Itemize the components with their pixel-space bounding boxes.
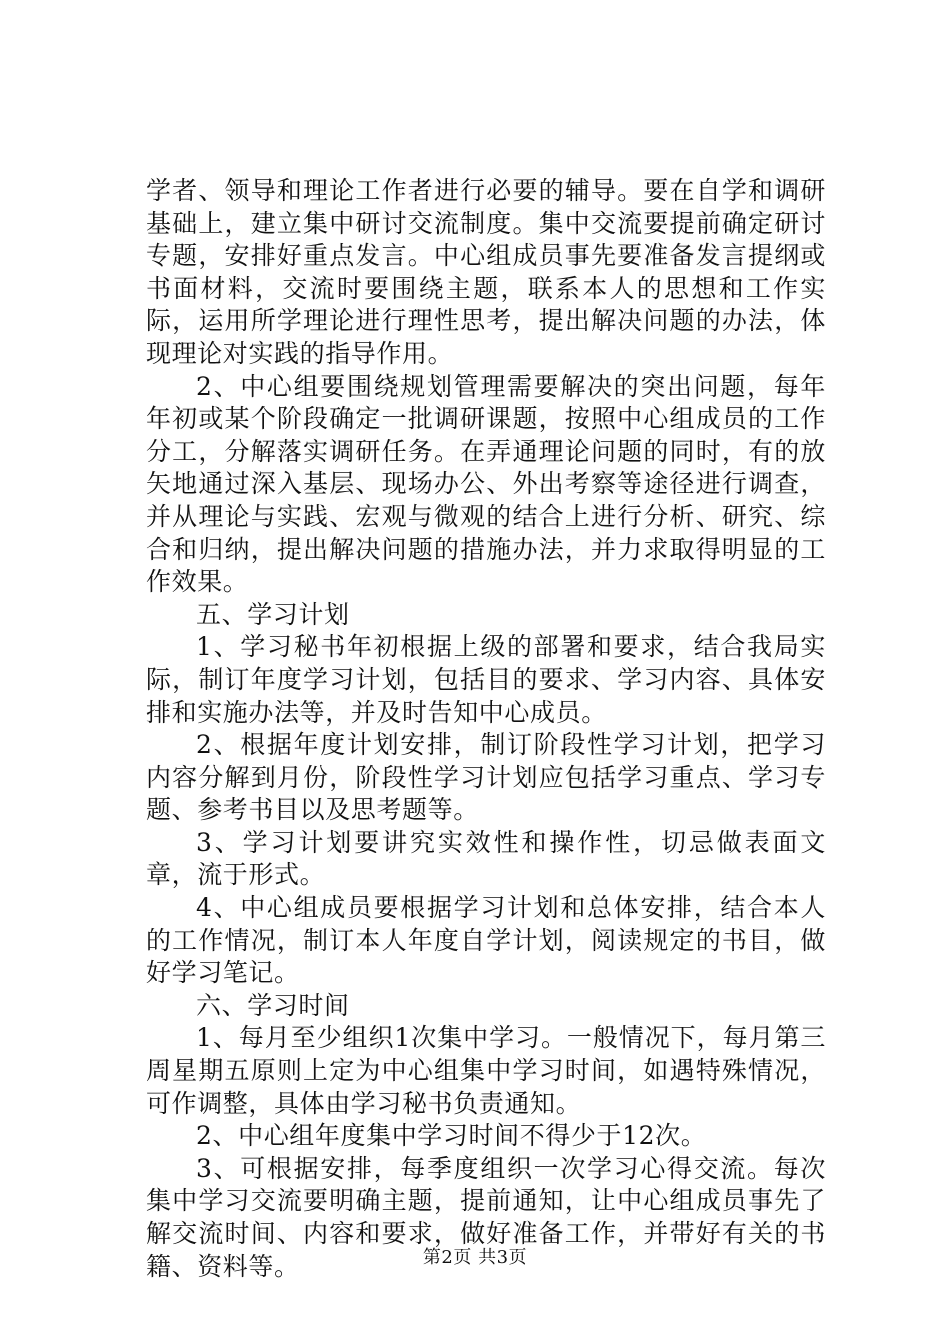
paragraph-1: 学者、领导和理论工作者进行必要的辅导。要在自学和调研基础上，建立集中研讨交流制度。集中交流要提前确定研讨专题，安排好重点发言。中心组成员事先要准备发言提纲或书面材料，交流时要围绕主题，联系本人的思想和工作实际，运用所学理论进行理性思考，提出解决问题的办法，体现理论对实践的指导作用。 [146,176,826,368]
paragraph-plan-2: 2、根据年度计划安排，制订阶段性学习计划，把学习内容分解到月份，阶段性学习计划应包括学习重点、学习专题、参考书目以及思考题等。 [146,730,826,825]
document-body [146,175,826,1283]
paragraph-2: 2、中心组要围绕规划管理需要解决的突出问题，每年年初或某个阶段确定一批调研课题，按照中心组成员的工作分工，分解落实调研任务。在弄通理论问题的同时，有的放矢地通过深入基层、现场办公、外出考察等途径进行调查，并从理论与实践、宏观与微观的结合上进行分析、研究、综合和归纳，提出解决问题的措施办法，并力求取得明显的工作效果。 [146,371,826,597]
paragraph-time-3: 3、可根据安排，每季度组织一次学习心得交流。每次集中学习交流要明确主题，提前通知，让中心组成员事先了解交流时间、内容和要求，做好准备工作，并带好有关的书籍、资料等。 [146,1153,826,1281]
section-heading-5: 五、学习计划 [196,599,350,629]
paragraph-plan-4: 4、中心组成员要根据学习计划和总体安排，结合本人的工作情况，制订本人年度自学计划，阅读规定的书目，做好学习笔记。 [146,893,826,988]
paragraph-plan-1: 1、学习秘书年初根据上级的部署和要求，结合我局实际，制订年度学习计划，包括目的要求、学习内容、具体安排和实施办法等，并及时告知中心成员。 [146,632,826,727]
paragraph-plan-3: 3、学习计划要讲究实效性和操作性，切忌做表面文章，流于形式。 [146,827,826,890]
paragraph-time-1: 1、每月至少组织1次集中学习。一般情况下，每月第三周星期五原则上定为中心组集中学习时间，如遇特殊情况，可作调整，具体由学习秘书负责通知。 [146,1023,826,1118]
section-heading-6: 六、学习时间 [196,990,350,1020]
paragraph-time-2: 2、中心组年度集中学习时间不得少于12次。 [196,1121,707,1151]
page-number-footer: 第2页 共3页 [422,1247,528,1268]
